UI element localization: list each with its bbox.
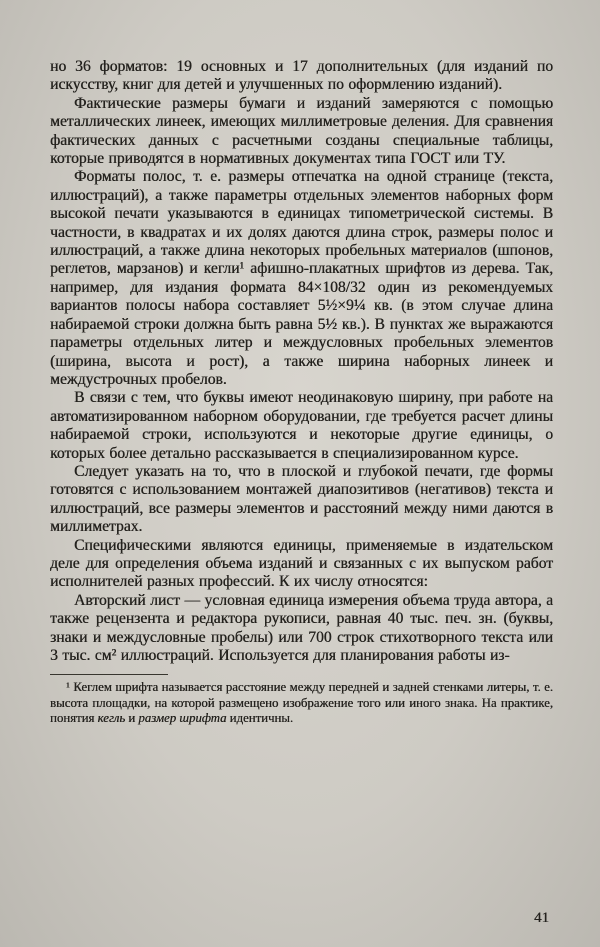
paragraph: Специфическими являются единицы, применяемые в издательском деле для определения объема изданий и связанных с их выпуском работ исполнителей разных профессий. К их числу относятся: (50, 536, 553, 591)
footnote-term-kegl: кегль (97, 710, 126, 725)
paragraph: Авторский лист — условная единица измерения объема труда автора, а также рецензента и редактора рукописи, равная 40 тыс. печ. зн. (буквы, знаки и междусловные пробелы) или 700 строк стихотворного текста или 3 тыс. см² иллюстраций. Используется для планирования работы из- (50, 591, 553, 664)
page-number: 41 (534, 910, 549, 926)
paragraph: В связи с тем, что буквы имеют неодинаковую ширину, при работе на автоматизированном наборном оборудовании, где требуется расчет длины набираемой строки, используются и некоторые другие единицы, о которых более детально рассказывается в специализированном курсе. (50, 389, 553, 462)
footnote-term-razmer-shrifta: размер шрифта (138, 710, 227, 725)
footnote-divider (50, 674, 168, 675)
paragraph: но 36 форматов: 19 основных и 17 дополнительных (для изданий по искусству, книг для детей и улучшенных по оформлению изданий). (50, 58, 553, 94)
footnote-text: ¹ Кеглем шрифта называется расстояние между передней и задней стенками литеры, т. е. высота площадки, на которой размещено изображение того или иного знака. На практике, понятия (50, 680, 553, 725)
paragraph: Форматы полос, т. е. размеры отпечатка на одной странице (текста, иллюстраций), а также параметры отдельных элементов наборных форм высокой печати указываются в единицах типометрической системы. В частности, в квадратах и их долях даются длина строк, размеры полос и иллюстраций, а также длина некоторых пробельных материалов (шпонов, реглетов, марзанов) и кегли¹ афишно-плакатных шрифтов из дерева. Так, например, для издания формата 84×108/32 один из рекомендуемых вариантов полосы набора составляет 5½×9¼ кв. (в этом случае длина набираемой строки должна быть равна 5½ кв.). В пунктах же выражаются параметры отдельных литер и междусловных пробельных элементов (ширина, высота и рост), а также ширина наборных линеек и междустрочных пробелов. (50, 168, 553, 388)
footnote-text: идентичны. (226, 710, 294, 725)
footnote (50, 680, 553, 726)
paragraph: Следует указать на то, что в плоской и глубокой печати, где формы готовятся с использованием монтажей диапозитивов (негативов) текста и иллюстраций, все размеры элементов и расстояний между ними даются в миллиметрах. (50, 462, 553, 536)
paragraph: Фактические размеры бумаги и изданий замеряются с помощью металлических линеек, имеющих миллиметровые деления. Для сравнения фактических данных с расчетными созданы специальные таблицы, которые приводятся в нормативных документах типа ГОСТ или ТУ. (50, 94, 553, 168)
footnote-text: и (125, 710, 139, 725)
